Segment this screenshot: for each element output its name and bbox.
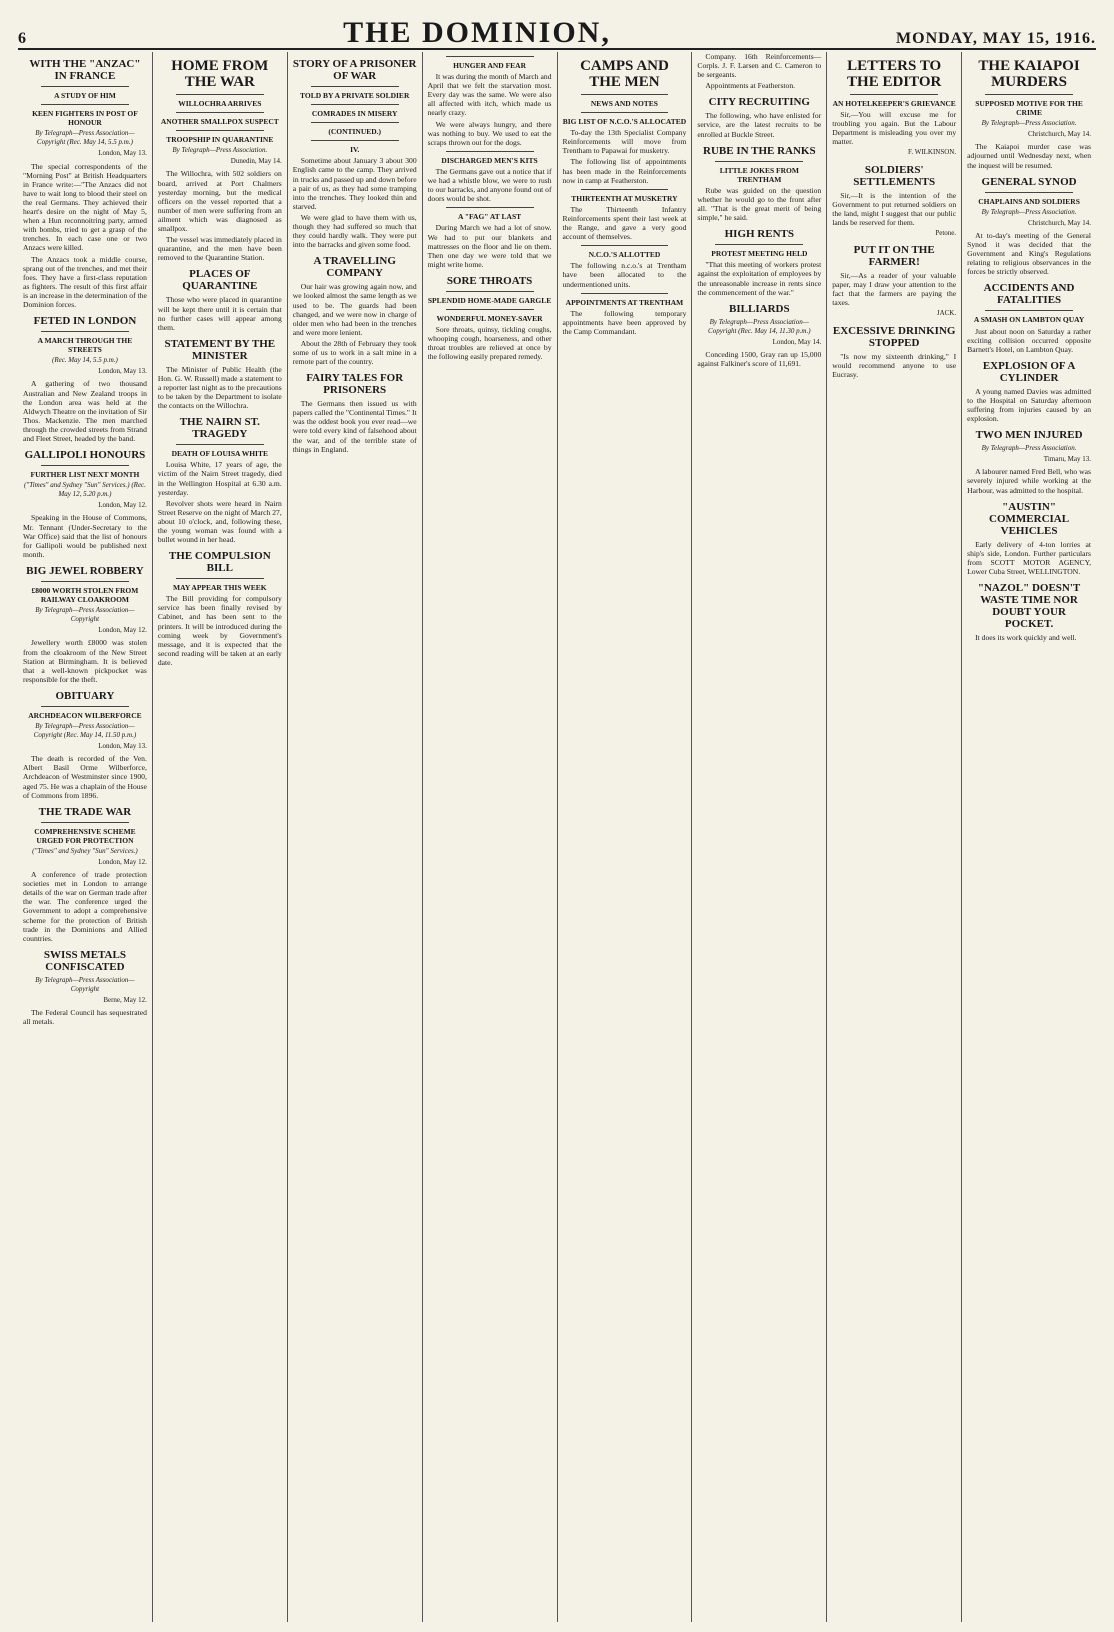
headline: CITY RECRUITING [708,96,810,109]
rule-divider [850,94,938,95]
article [832,58,956,158]
dateline: Dunedin, May 14. [230,157,282,166]
rule-divider [715,244,803,245]
article [967,360,1091,423]
credit-line: By Telegraph—Press Association—Copyright [35,975,135,993]
credit-line: (Rec. May 14, 5.5 p.m.) [51,356,118,365]
headline: SWISS METALS CONFISCATED [43,948,126,973]
paragraph: Sir,—It is the intention of the Government to put returned soldiers on the land, might I suggest that our public lands be reserved for them. [832,190,957,227]
article [23,565,147,684]
headline: ACCIDENTS AND FATALITIES [983,282,1075,307]
article [23,449,147,559]
headline: "NAZOL" DOESN'T WASTE TIME NOR DOUBT YOUR POCKET. [977,582,1081,630]
article [967,429,1091,494]
paragraph: Rube was guided on the question whether he would go to the front after all. "That is the great merit of being simple," he said. [697,185,822,223]
subheadline: £8000 WORTH STOLEN FROM RAILWAY CLOAKROOM [31,585,139,605]
article [967,176,1091,277]
headline: LETTERS TO THE EDITOR [847,58,942,90]
rule-divider [176,444,264,445]
subheadline: N.C.O.'S ALLOTTED [588,250,661,260]
paragraph: A conference of trade protection societies met in London to arrange details of the war on German trade after the war. The conference urged the Government to adopt a comprehensive scheme for the protection of British trade in the Dominions and Allied countries. [23,870,147,943]
rule-divider [311,140,399,141]
paragraph: The following list of appointments has been made in the Reinforcements now in camp at Featherston. [562,157,687,185]
article [158,58,282,262]
rule-divider [985,310,1073,311]
paragraph: The vessel was immediately placed in quarantine, and the men have been removed to the Quarantine Station. [157,235,282,263]
subheadline: KEEN FIGHTERS IN POST OF HONOUR [32,109,138,128]
credit-line: By Telegraph—Press Association—Copyright (Rec. May 14, 5.5 p.m.) [35,129,135,147]
credit-line: ("Times" and Sydney "Sun" Services.) (Rec. May 12, 5.20 p.m.) [23,481,146,499]
paragraph: We were always hungry, and there was nothing to buy. We used to eat the scraps thrown out for the dogs. [427,119,552,147]
article [158,550,282,667]
article [832,325,956,379]
article [563,58,687,185]
paragraph: The following n.c.o.'s at Trentham have been allocated to the undermentioned units. [562,261,687,289]
rule-divider [985,192,1073,193]
paragraph: A labourer named Fred Bell, who was severely injured while working at the Harbour, was admitted to the hospital. [967,467,1091,495]
page-number: 6 [18,30,26,47]
subheadline: DEATH OF LOUISA WHITE [171,449,268,459]
credit-line: By Telegraph—Press Association—Copyright (Rec. May 14, 11.30 p.m.) [708,317,811,335]
article [23,58,147,309]
dateline: London, May 12. [98,858,147,866]
article [428,56,552,147]
subheadline: ANOTHER SMALLPOX SUSPECT [160,117,279,127]
subheadline: THIRTEENTH AT MUSKETRY [571,193,678,203]
rule-divider [176,112,264,113]
article [967,58,1091,170]
paragraph: Revolver shots were heard in Nairn Street Reserve on the night of March 27, about 10 o'clock, and, following these, the young woman was found with a bullet wound in her head. [157,498,282,545]
paragraph: To-day the 13th Specialist Company Reinforcements will move from Trentham to Papawai for musketry. [562,128,687,156]
subheadline: APPOINTMENTS AT TRENTHAM [565,297,684,307]
article [832,164,956,238]
subheadline: A SMASH ON LAMBTON QUAY [973,315,1085,325]
paragraph: The Anzacs took a middle course, sprang out of the trenches, and met their foes. They have a first-class reputation as fighters. The result of this first affair is an increase in the determination of the Dominion forces. [23,254,147,309]
masthead [18,16,1096,50]
rule-divider [581,293,669,294]
subheadline: SPLENDID HOME-MADE GARGLE [427,295,552,305]
subheadline: LITTLE JOKES FROM TRENTHAM [719,165,799,184]
rule-divider [176,578,264,579]
column-4 [423,52,558,1622]
paragraph: The Bill providing for compulsory service has been finally revised by Cabinet, and has been sent to the printers. It will be introduced during the coming week by Government's message, and it is expected that the second reading will be taken at an early date. [157,594,282,667]
article [697,303,821,368]
subheadline: TOLD BY A PRIVATE SOLDIER [300,91,410,100]
rule-divider [311,122,399,123]
credit-line: By Telegraph—Press Association. [981,444,1077,453]
rule-divider [176,94,264,95]
headline: WITH THE "ANZAC" IN FRANCE [29,58,141,82]
subheadline: A "FAG" AT LAST [457,212,522,222]
dateline: Christchurch, May 14. [1028,130,1091,139]
article [23,949,147,1026]
article [293,372,417,454]
article [967,282,1091,353]
headline: PUT IT ON THE FARMER! [853,244,935,269]
headline: CAMPS AND THE MEN [580,58,669,90]
subheadline: NEWS AND NOTES [590,99,658,108]
subheadline: ARCHDEACON WILBERFORCE [28,710,142,720]
article [563,245,687,288]
signature: F. WILKINSON. [908,148,957,157]
article [428,275,552,362]
signature: Petone. [935,228,957,237]
headline: THE NAIRN ST. TRAGEDY [179,416,260,441]
rule-divider [446,56,534,57]
subheadline: A MARCH THROUGH THE STREETS [37,336,133,355]
paragraph: Sore throats, quinsy, tickling coughs, whooping cough, hoarseness, and other throat troubles are relieved at once by the following easily prepared remedy. [427,325,552,362]
article [563,189,687,241]
column-1 [18,52,153,1622]
paragraph: The Germans gave out a notice that if we had a whistle blow, we were to rush to our barracks, and anyone found out of doors would be shot. [427,166,552,204]
headline: STATEMENT BY THE MINISTER [164,337,276,362]
paragraph: It was during the month of March and April that we felt the starvation most. Every day was the same. We were also all affected with itch, which made us nearly crazy. [427,72,552,118]
headline: TWO MEN INJURED [975,429,1083,442]
paragraph: At to-day's meeting of the General Synod it was decided that the Government and King's Regulations relating to religious observances in the forces be strictly observed. [967,230,1091,277]
article [23,315,147,443]
paragraph: Just about noon on Saturday a rather exciting collision occurred opposite Barnett's Hotel, on Lambton Quay. [967,326,1091,354]
subheadline: COMRADES IN MISERY [311,109,398,119]
headline: GENERAL SYNOD [981,175,1077,188]
column-8 [962,52,1096,1622]
paragraph: We were glad to have them with us, though they had suffered so much that they could hardly walk. They were put into the barracks and given some food. [292,212,417,250]
article [697,96,821,138]
article [158,338,282,410]
rule-divider [446,207,534,208]
subheadline: COMPREHENSIVE SCHEME URGED FOR PROTECTION [34,826,136,845]
headline: FETED IN LONDON [33,315,137,328]
article [967,501,1091,576]
rule-divider [581,94,669,95]
rule-divider [715,161,803,162]
rule-divider [41,86,129,87]
subheadline: (CONTINUED.) [328,127,382,137]
rule-divider [581,189,669,190]
rule-divider [446,309,534,310]
paragraph: Those who were placed in quarantine will be kept there until it is certain that no further cases will appear among them. [157,295,282,332]
paragraph: The Federal Council has sequestrated all metals. [23,1008,147,1027]
paragraph: The following temporary appointments have been approved by the Camp Commandant. [562,308,687,336]
headline: OBITUARY [55,689,115,702]
rule-divider [985,94,1073,95]
headline: THE COMPULSION BILL [168,550,271,575]
dateline: London, May 13. [98,367,147,376]
paragraph: Appointments at Featherston. [705,81,796,91]
rule-divider [41,331,129,332]
rule-divider [581,245,669,246]
headline: HIGH RENTS [724,228,794,241]
column-2 [153,52,288,1622]
paragraph: The Willochra, with 502 soldiers on board, arrived at Port Chalmers yesterday morning, but the medical officers on the vessel reported that a number of men were suffering from an ailment which was diagnosed as smallpox. [157,169,282,234]
article [293,255,417,366]
article [428,151,552,203]
subheadline: BIG LIST OF N.C.O.'S ALLOCATED [562,117,687,127]
headline: PLACES OF QUARANTINE [182,268,258,293]
paragraph: A gathering of two thousand Australian and New Zealand troops in the London area was held at the Aldwych Theatre on the invitation of Sir Thos. Mackenzie. The men marched through the crowded streets from Strand and Fleet Street, headed by the band. [23,379,147,443]
headline: A TRAVELLING COMPANY [313,255,396,280]
paragraph: The Thirteenth Infantry Reinforcements spent their last week at the Range, and gave a very good account of themselves. [562,204,687,242]
credit-line: By Telegraph—Press Association. [981,119,1077,128]
paragraph: Speaking in the House of Commons, Mr. Tennant (Under-Secretary to the War Office) said that the list of honours for Gallipoli would be published next month. [23,513,147,559]
dateline: London, May 13. [98,742,147,751]
rule-divider [311,86,399,87]
headline: BIG JEWEL ROBBERY [26,564,144,577]
article [23,690,147,800]
rule-divider [41,465,129,466]
paragraph: Company. 16th Reinforcements—Corpls. J. F. Larsen and C. Cameron to be sergeants. [697,52,822,80]
credit-line: ("Times" and Sydney "Sun" Services.) [32,846,138,855]
headline: FAIRY TALES FOR PRISONERS [306,372,404,397]
subheadline: PROTEST MEETING HELD [711,249,808,259]
paragraph: Jewellery worth £8000 was stolen from the cloakroom of the New Street Station at Birmingham. It is believed that a well-known pickpocket was responsible for the theft. [23,638,147,684]
subheadline: SUPPOSED MOTIVE FOR THE CRIME [975,99,1083,118]
newspaper-title: THE DOMINION, [343,16,611,49]
rule-divider [41,822,129,823]
headline: EXCESSIVE DRINKING STOPPED [832,324,956,349]
article [967,582,1091,642]
column-5 [558,52,693,1622]
article [428,207,552,269]
subheadline: WONDERFUL MONEY-SAVER [436,313,543,323]
credit-line: By Telegraph—Press Association—Copyright (Rec. May 14, 11.50 p.m.) [33,721,137,740]
subheadline: DISCHARGED MEN'S KITS [441,155,538,165]
issue-date: MONDAY, MAY 15, 1916. [896,30,1096,47]
headline: GALLIPOLI HONOURS [24,449,146,462]
dateline: Berne, May 12. [103,996,147,1005]
article [158,268,282,331]
paragraph: "That this meeting of workers protest against the exploitation of employees by the unreasonable increase in rents since the commencement of the war." [697,260,822,297]
article [832,244,956,318]
headline: SOLDIERS' SETTLEMENTS [853,163,936,188]
paragraph: The Kaiapoi murder case was adjourned until Wednesday next, when the inquest will be resumed. [967,142,1091,170]
paragraph: The death is recorded of the Ven. Albert Basil Orme Wilberforce, Archdeacon of Westminster since 1900, aged 75. He was a chaplain of the House of Commons from 1896. [23,754,147,800]
rule-divider [176,130,264,131]
subheadline: A STUDY OF HIM [54,91,116,100]
subheadline: MAY APPEAR THIS WEEK [173,583,267,593]
dateline: London, May 12. [98,501,147,510]
headline: RUBE IN THE RANKS [703,144,816,157]
paragraph: The Germans then issued us with papers called the "Continental Times." It was the oddest book you ever read—we were told every kind of falsehood about the war, and of the terrible state of things in England. [292,399,417,454]
headline: SORE THROATS [446,274,533,287]
article [697,52,821,90]
article [293,58,417,249]
paragraph: A young named Davies was admitted to the Hospital on Saturday afternoon suffering from injuries caused by an explosion. [967,386,1091,424]
credit-line: By Telegraph—Press Association—Copyright [35,606,135,624]
paragraph: "Is now my sixteenth drinking," I would recommend anyone to use Eucrasy. [832,351,957,379]
rule-divider [311,104,399,105]
credit-line: By Telegraph—Press Association. [981,207,1077,216]
headline: THE TRADE WAR [38,805,132,818]
dateline: London, May 13. [98,149,147,158]
dateline: Timaru, May 13. [1043,455,1091,464]
paragraph: During March we had a lot of snow. We had to put our blankets and mattresses on the floor and lie on them. Then one day we were told that we might write home. [427,223,552,269]
rule-divider [446,291,534,292]
paragraph: About the 28th of February they took some of us to work in a salt mine in a remote part of the country. [292,338,417,367]
paragraph: Early delivery of 4-ton lorries at ship's side, London. Further particulars from SCOTT MOTOR AGENCY, Lower Cuba Street, WELLINGTON. [967,539,1091,576]
credit-line: By Telegraph—Press Association. [172,146,268,155]
article [563,293,687,336]
paragraph: Louisa White, 17 years of age, the victim of the Nairn Street tragedy, died in the Wellington Hospital at 6.30 a.m. yesterday. [157,460,282,497]
article [158,416,282,544]
paragraph: Sometime about January 3 about 300 English came to the camp. They arrived in trucks and passed up and down before a pair of us, as they had some tramping into the trenches. They looked thin and starved. [292,156,417,211]
article [697,145,821,223]
paragraph: The special correspondents of the "Morning Post" at British Headquarters in France write:—"The Anzacs did not have to wait long to blood their steel on the real Germans. They achieved their heart's desire on the night of May 5, when a Hun reconnoitring party, armed with bombs, tried to get a grasp of the trenches. In each case one or two Anzacs were killed. [23,161,147,253]
headline: HOME FROM THE WAR [171,58,269,90]
rule-divider [41,706,129,707]
subheadline: FURTHER LIST NEXT MONTH [30,470,140,480]
headline: EXPLOSION OF A CYLINDER [982,359,1076,384]
paragraph: It does its work quickly and well. [975,633,1077,642]
paragraph: Sir,—You will excuse me for troubling you again. But the Labour Department is misleading you over my matter. [832,110,957,147]
headline: STORY OF A PRISONER OF WAR [292,58,417,82]
paragraph: Our hair was growing again now, and we looked almost the same length as we used to be. The guards had been changed, and we were now in charge of older men who had been in the trenches and were more lenient. [292,282,417,337]
subheadline: AN HOTELKEEPER'S GRIEVANCE [832,99,956,108]
signature: JACK. [936,309,957,318]
article [23,806,147,943]
column-3 [288,52,423,1622]
subheadline: TROOPSHIP IN QUARANTINE [166,135,274,145]
dateline: Christchurch, May 14. [1028,218,1091,227]
columns [18,52,1096,1622]
rule-divider [41,104,129,105]
column-7 [827,52,962,1622]
subheadline: CHAPLAINS AND SOLDIERS [978,196,1080,206]
headline: "AUSTIN" COMMERCIAL VEHICLES [989,500,1070,537]
rule-divider [446,151,534,152]
paragraph: The following, who have enlisted for service, are the latest recruits to be enrolled at Buckle Street. [697,111,822,139]
dateline: London, May 12. [98,626,147,635]
subheadline: WILLOCHRA ARRIVES [178,99,262,108]
column-6 [692,52,827,1622]
paragraph: The Minister of Public Health (the Hon. G. W. Russell) made a statement to a reporter last night as to the precautions to be taken by the Department to isolate the contacts on the Willochra. [157,364,282,411]
headline: THE KAIAPOI MURDERS [978,58,1080,90]
rule-divider [41,581,129,582]
subheadline: IV. [350,145,360,155]
paragraph: Sir,—As a reader of your valuable paper, may I draw your attention to the fact that the farmers are paying the taxes. [832,271,957,308]
article [697,228,821,296]
headline: BILLIARDS [729,302,790,315]
subheadline: HUNGER AND FEAR [453,61,527,70]
dateline: London, May 14. [772,337,822,346]
paragraph: Conceding 1500, Gray ran up 15,000 against Falkiner's score of 11,691. [697,349,822,369]
rule-divider [581,112,669,113]
